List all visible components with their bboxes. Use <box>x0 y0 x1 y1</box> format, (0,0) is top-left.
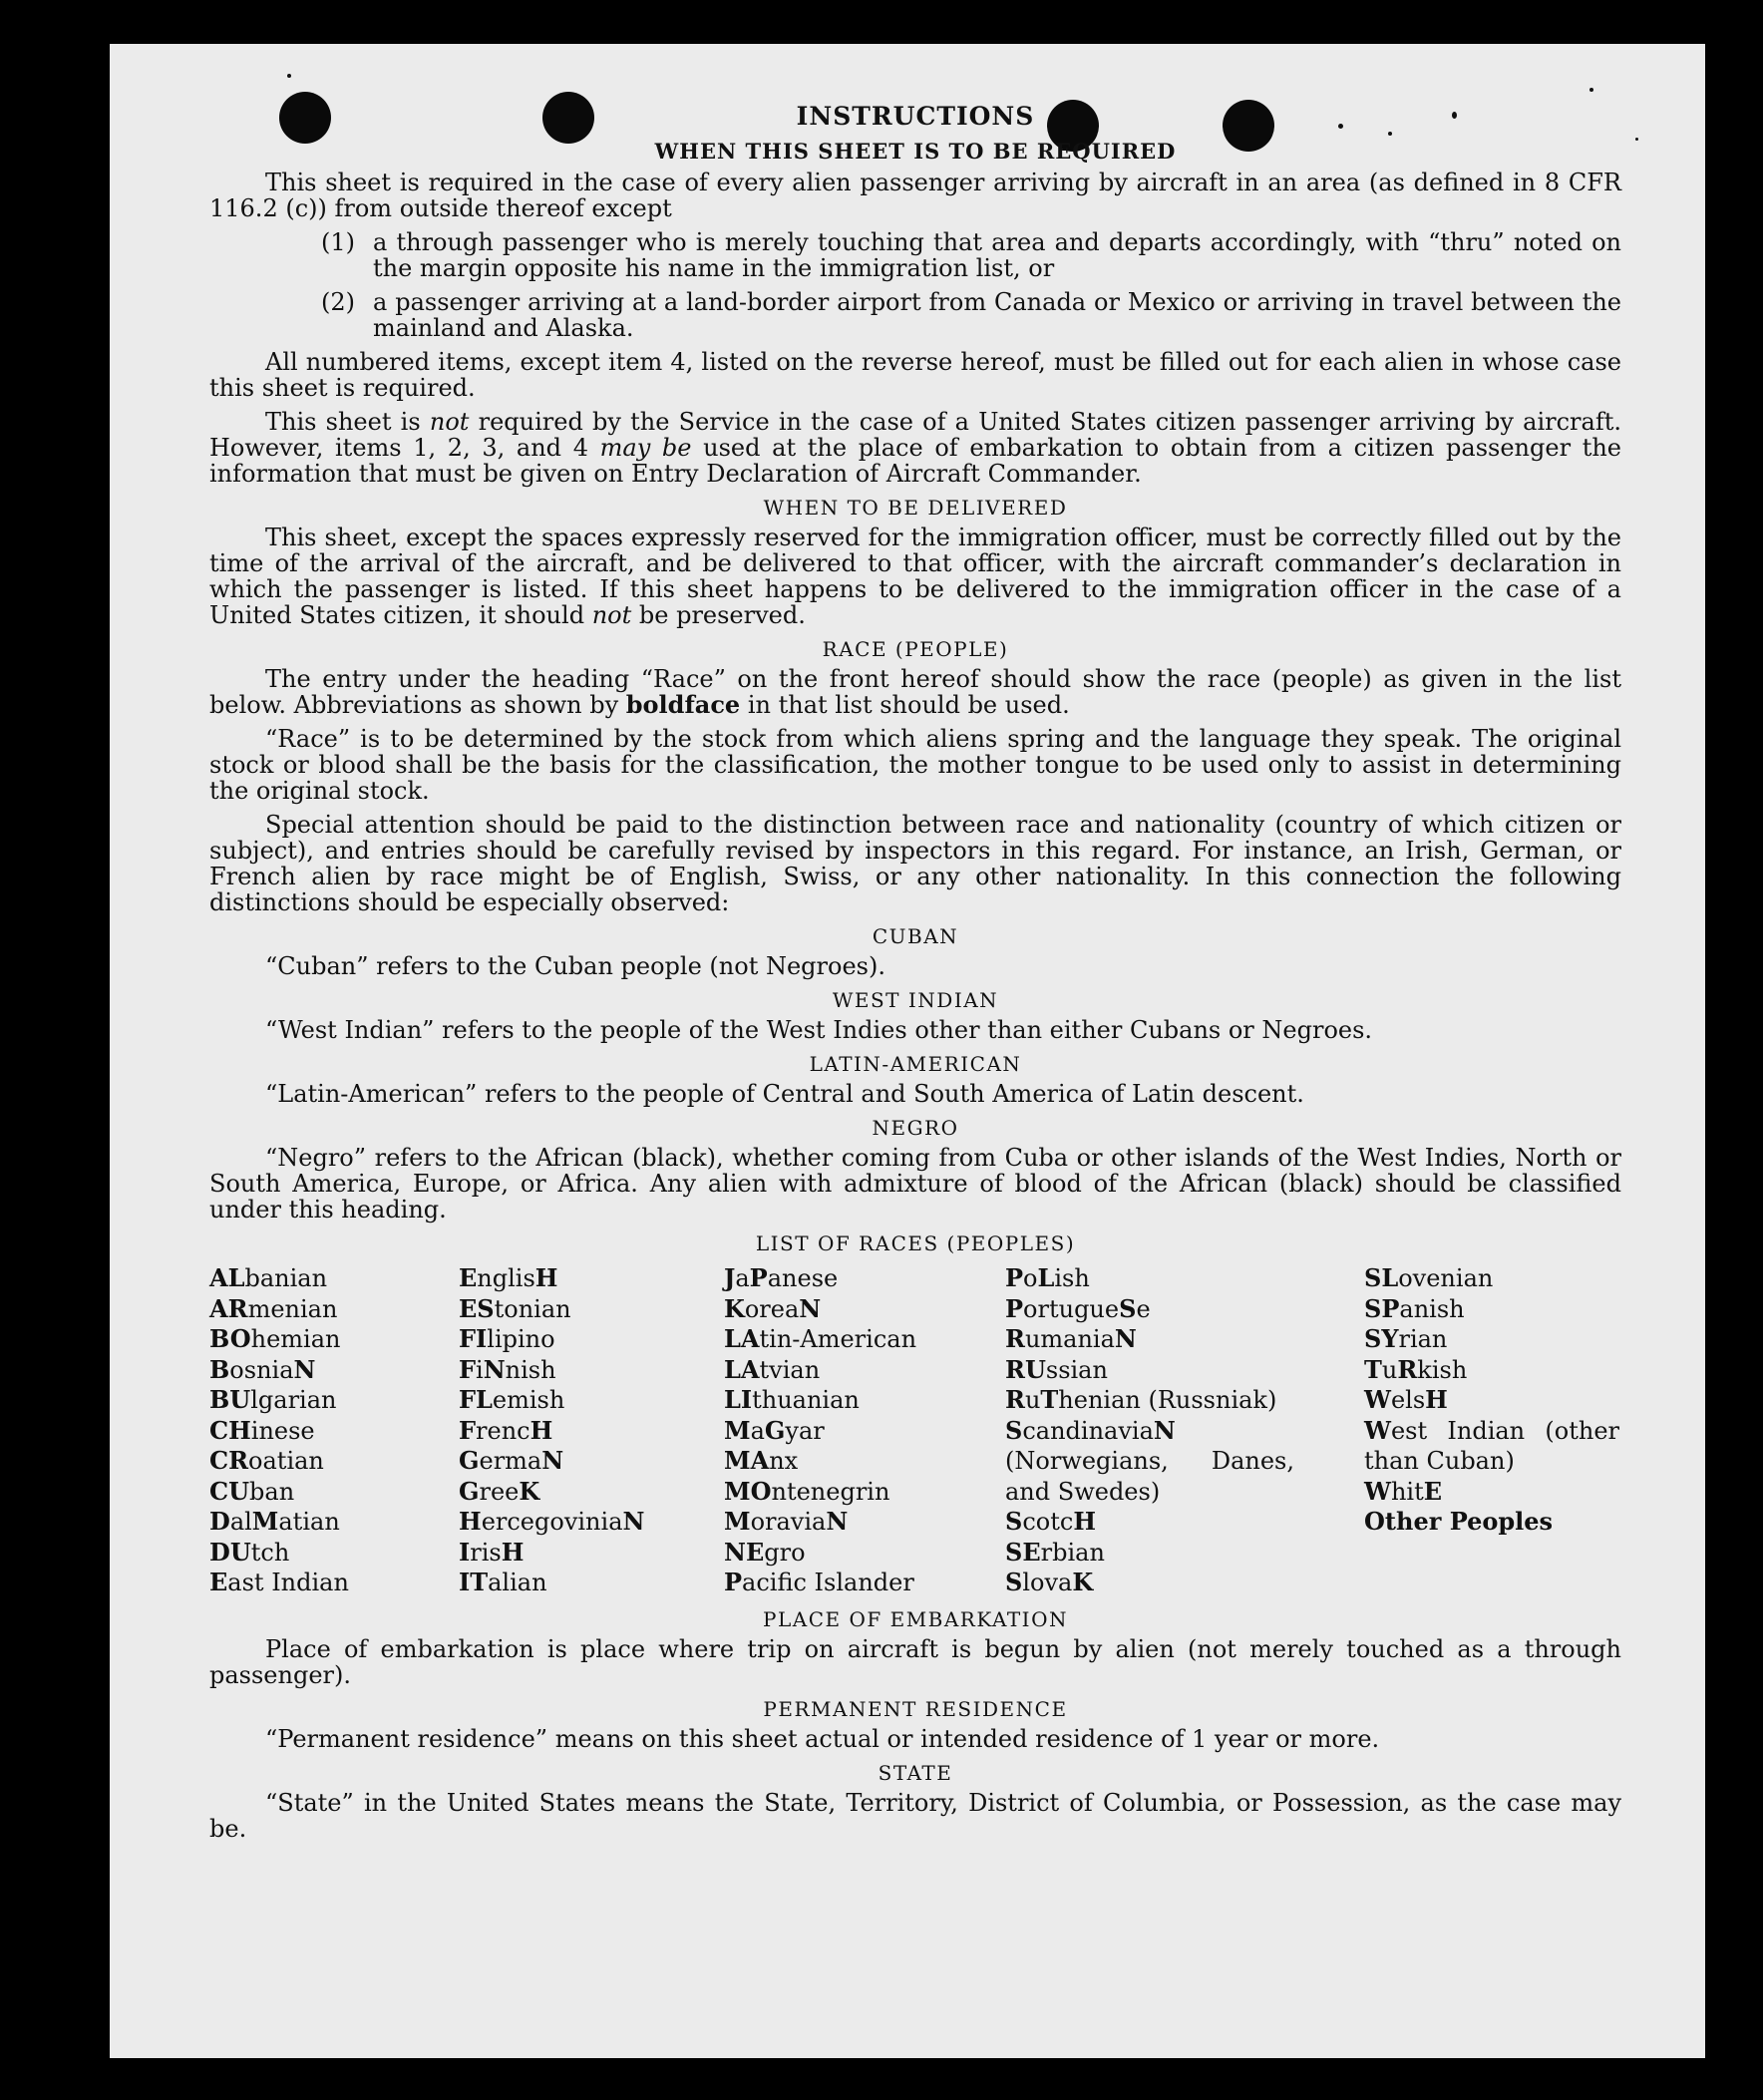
para-race-stock: “Race” is to be determined by the stock from which aliens spring and the language they speak. The original stock or blood shall be the basis for the classification, the mother tongue to be used only to assist in determining the original stock. <box>209 725 1621 805</box>
race-entry: East Indian <box>209 1568 349 1596</box>
race-entry: BOhemian <box>209 1324 341 1353</box>
exception-1 <box>321 229 1621 281</box>
race-entry: RuThenian (Russniak) <box>1005 1385 1277 1414</box>
race-entry: CHinese <box>209 1415 315 1445</box>
text-span: This sheet is <box>265 408 430 436</box>
race-column-1 <box>209 1263 459 1598</box>
race-entry: IrisH <box>459 1537 525 1567</box>
para-citizen <box>209 409 1621 487</box>
para-delivered <box>209 525 1621 628</box>
heading-permanent-residence: PERMANENT RESIDENCE <box>763 1696 1068 1721</box>
race-entry: SYrian <box>1364 1324 1448 1353</box>
exception-1-number: (1) <box>321 228 355 256</box>
heading-race: RACE (PEOPLE) <box>822 637 1009 661</box>
text-span: be preserved. <box>631 601 806 629</box>
race-entry: DUtch <box>209 1537 290 1567</box>
para-race-entry <box>209 666 1621 718</box>
race-entry: EStonian <box>459 1293 571 1323</box>
race-entry: ITalian <box>459 1568 547 1596</box>
race-entry: BUlgarian <box>209 1385 337 1414</box>
race-entry: RUssian <box>1005 1354 1108 1384</box>
race-entry: MaGyar <box>724 1415 825 1445</box>
race-entry: JaPanese <box>724 1263 839 1292</box>
race-entry: West Indian (other than Cuban) <box>1364 1415 1619 1475</box>
race-entry: ALbanian <box>209 1263 328 1292</box>
race-entry: ScandinaviaN (Norwegians, Danes, and Swedes) <box>1005 1415 1294 1506</box>
para-west-indian: “West Indian” refers to the people of the West Indies other than either Cubans or Negroes. <box>265 1016 1373 1044</box>
para-latin-american: “Latin-American” refers to the people of Central and South America of Latin descent. <box>265 1080 1304 1108</box>
para-required-intro: This sheet is required in the case of every alien passenger arriving by aircraft in an area (as defined in 8 CFR 116.2 (c)) from outside thereof except <box>209 169 1621 222</box>
exception-1-text: a through passenger who is merely touching that area and departs accordingly, with “thru” noted on the margin opposite his name in the immigration list, or <box>373 228 1621 282</box>
race-entry: SPanish <box>1364 1293 1465 1323</box>
para-embarkation: Place of embarkation is place where trip on aircraft is begun by alien (not merely touched as a through passenger). <box>209 1634 1621 1689</box>
race-entry: LAtvian <box>724 1354 821 1384</box>
exception-2-text: a passenger arriving at a land-border airport from Canada or Mexico or arriving in travel between the mainland and Alaska. <box>373 288 1621 342</box>
race-entry: KoreaN <box>724 1293 822 1323</box>
document-page <box>110 44 1705 2058</box>
heading-place-of-embarkation: PLACE OF EMBARKATION <box>763 1606 1068 1631</box>
race-entry: SErbian <box>1005 1537 1105 1567</box>
heading-latin-american: LATIN-AMERICAN <box>809 1052 1022 1076</box>
para-state: “State” in the United States means the State, Territory, District of Columbia, or Possession, as the case may be. <box>209 1788 1621 1843</box>
race-entry: GreeK <box>459 1476 540 1506</box>
heading-negro: NEGRO <box>872 1116 959 1140</box>
speck <box>1589 88 1593 92</box>
race-entry: MAnx <box>724 1446 799 1475</box>
text-span: used at the place of embarkation to obtain from a citizen passenger the information that must be given on Entry Declaration of Aircraft Commander. <box>209 434 1621 488</box>
heading-when-required: WHEN THIS SHEET IS TO BE REQUIRED <box>654 139 1177 164</box>
para-special-attention: Special attention should be paid to the distinction between race and nationality (country of which citizen or subject), and entries should be carefully revised by inspectors in this regard. For instance, an Irish, German, or French alien by race might be of English, Swiss, or any other nationality. In this connection the following distinctions should be especially observed: <box>209 811 1621 916</box>
race-list <box>209 1263 1621 1598</box>
race-entry: PoLish <box>1005 1263 1090 1292</box>
heading-cuban: CUBAN <box>872 924 959 948</box>
text-span: This sheet, except the spaces expressly reserved for the immigration officer, must be correctly filled out by the time of the arrival of the aircraft, and be delivered to that officer, with the aircraft commander’s declaration in which the passenger is listed. If this sheet happens to be delivered to the immigration officer in the case of a United States citizen, it should <box>209 524 1621 629</box>
race-entry: EnglisH <box>459 1263 558 1292</box>
race-entry: GermaN <box>459 1446 564 1475</box>
exception-2 <box>321 289 1621 341</box>
race-entry: SLovenian <box>1364 1263 1494 1292</box>
race-entry: NEgro <box>724 1537 806 1567</box>
race-entry: FiNnish <box>459 1354 556 1384</box>
speck <box>1635 138 1638 141</box>
race-entry: CRoatian <box>209 1446 324 1475</box>
race-column-4 <box>1005 1263 1294 1598</box>
title-instructions: INSTRUCTIONS <box>796 102 1035 131</box>
text-span: in that list should be used. <box>740 691 1070 719</box>
text-span: required by the Service in the case of a United States citizen passenger arriving by aircraft. However, items 1, 2, 3, and 4 <box>209 408 1621 462</box>
race-entry: BosniaN <box>209 1354 316 1384</box>
race-entry: Other Peoples <box>1364 1507 1554 1536</box>
race-entry: LIthuanian <box>724 1385 860 1414</box>
heading-list-of-races: LIST OF RACES (PEOPLES) <box>755 1231 1076 1255</box>
para-cuban: “Cuban” refers to the Cuban people (not Negroes). <box>265 952 885 980</box>
race-entry: ARmenian <box>209 1293 338 1323</box>
race-entry: MOntenegrin <box>724 1476 890 1506</box>
race-entry: RumaniaN <box>1005 1324 1137 1353</box>
italic-may-be: may be <box>599 434 692 462</box>
race-entry: DalMatian <box>209 1507 340 1536</box>
race-entry: Pacific Islander <box>724 1568 914 1596</box>
race-column-3 <box>724 1263 1005 1598</box>
race-entry: WhitE <box>1364 1476 1443 1506</box>
italic-not: not <box>429 408 470 436</box>
speck <box>287 74 291 78</box>
race-entry: LAtin-American <box>724 1324 917 1353</box>
race-column-5 <box>1364 1263 1619 1598</box>
race-entry: SlovaK <box>1005 1568 1094 1596</box>
race-entry: ScotcH <box>1005 1507 1097 1536</box>
exception-2-number: (2) <box>321 288 355 316</box>
instructions-content <box>209 102 1621 1850</box>
heading-when-delivered: WHEN TO BE DELIVERED <box>763 496 1068 520</box>
heading-west-indian: WEST INDIAN <box>832 988 999 1012</box>
para-residence: “Permanent residence” means on this sheet actual or intended residence of 1 year or more. <box>265 1724 1380 1753</box>
race-entry: HercegoviniaN <box>459 1507 645 1536</box>
para-negro: “Negro” refers to the African (black), whether coming from Cuba or other islands of the West Indies, North or South America, Europe, or Africa. Any alien with admixture of blood of the African (black) should be classified under this heading. <box>209 1144 1621 1224</box>
race-entry: PortugueSe <box>1005 1293 1151 1323</box>
race-entry: MoraviaN <box>724 1507 849 1536</box>
race-entry: FrencH <box>459 1415 553 1445</box>
race-column-2 <box>459 1263 724 1598</box>
bold-boldface: boldface <box>625 690 741 719</box>
race-entry: FIlipino <box>459 1324 555 1353</box>
para-numbered-items: All numbered items, except item 4, listed on the reverse hereof, must be filled out for each alien in whose case this sheet is required. <box>209 348 1621 402</box>
race-entry: FLemish <box>459 1385 565 1414</box>
italic-not: not <box>591 601 632 629</box>
race-entry: CUban <box>209 1476 295 1506</box>
text-span: The entry under the heading “Race” on the front hereof should show the race (people) as given in the list below. Abbreviations as shown by <box>209 665 1621 719</box>
heading-state: STATE <box>878 1760 953 1785</box>
race-entry: TuRkish <box>1364 1354 1468 1384</box>
race-entry: WelsH <box>1364 1385 1448 1414</box>
